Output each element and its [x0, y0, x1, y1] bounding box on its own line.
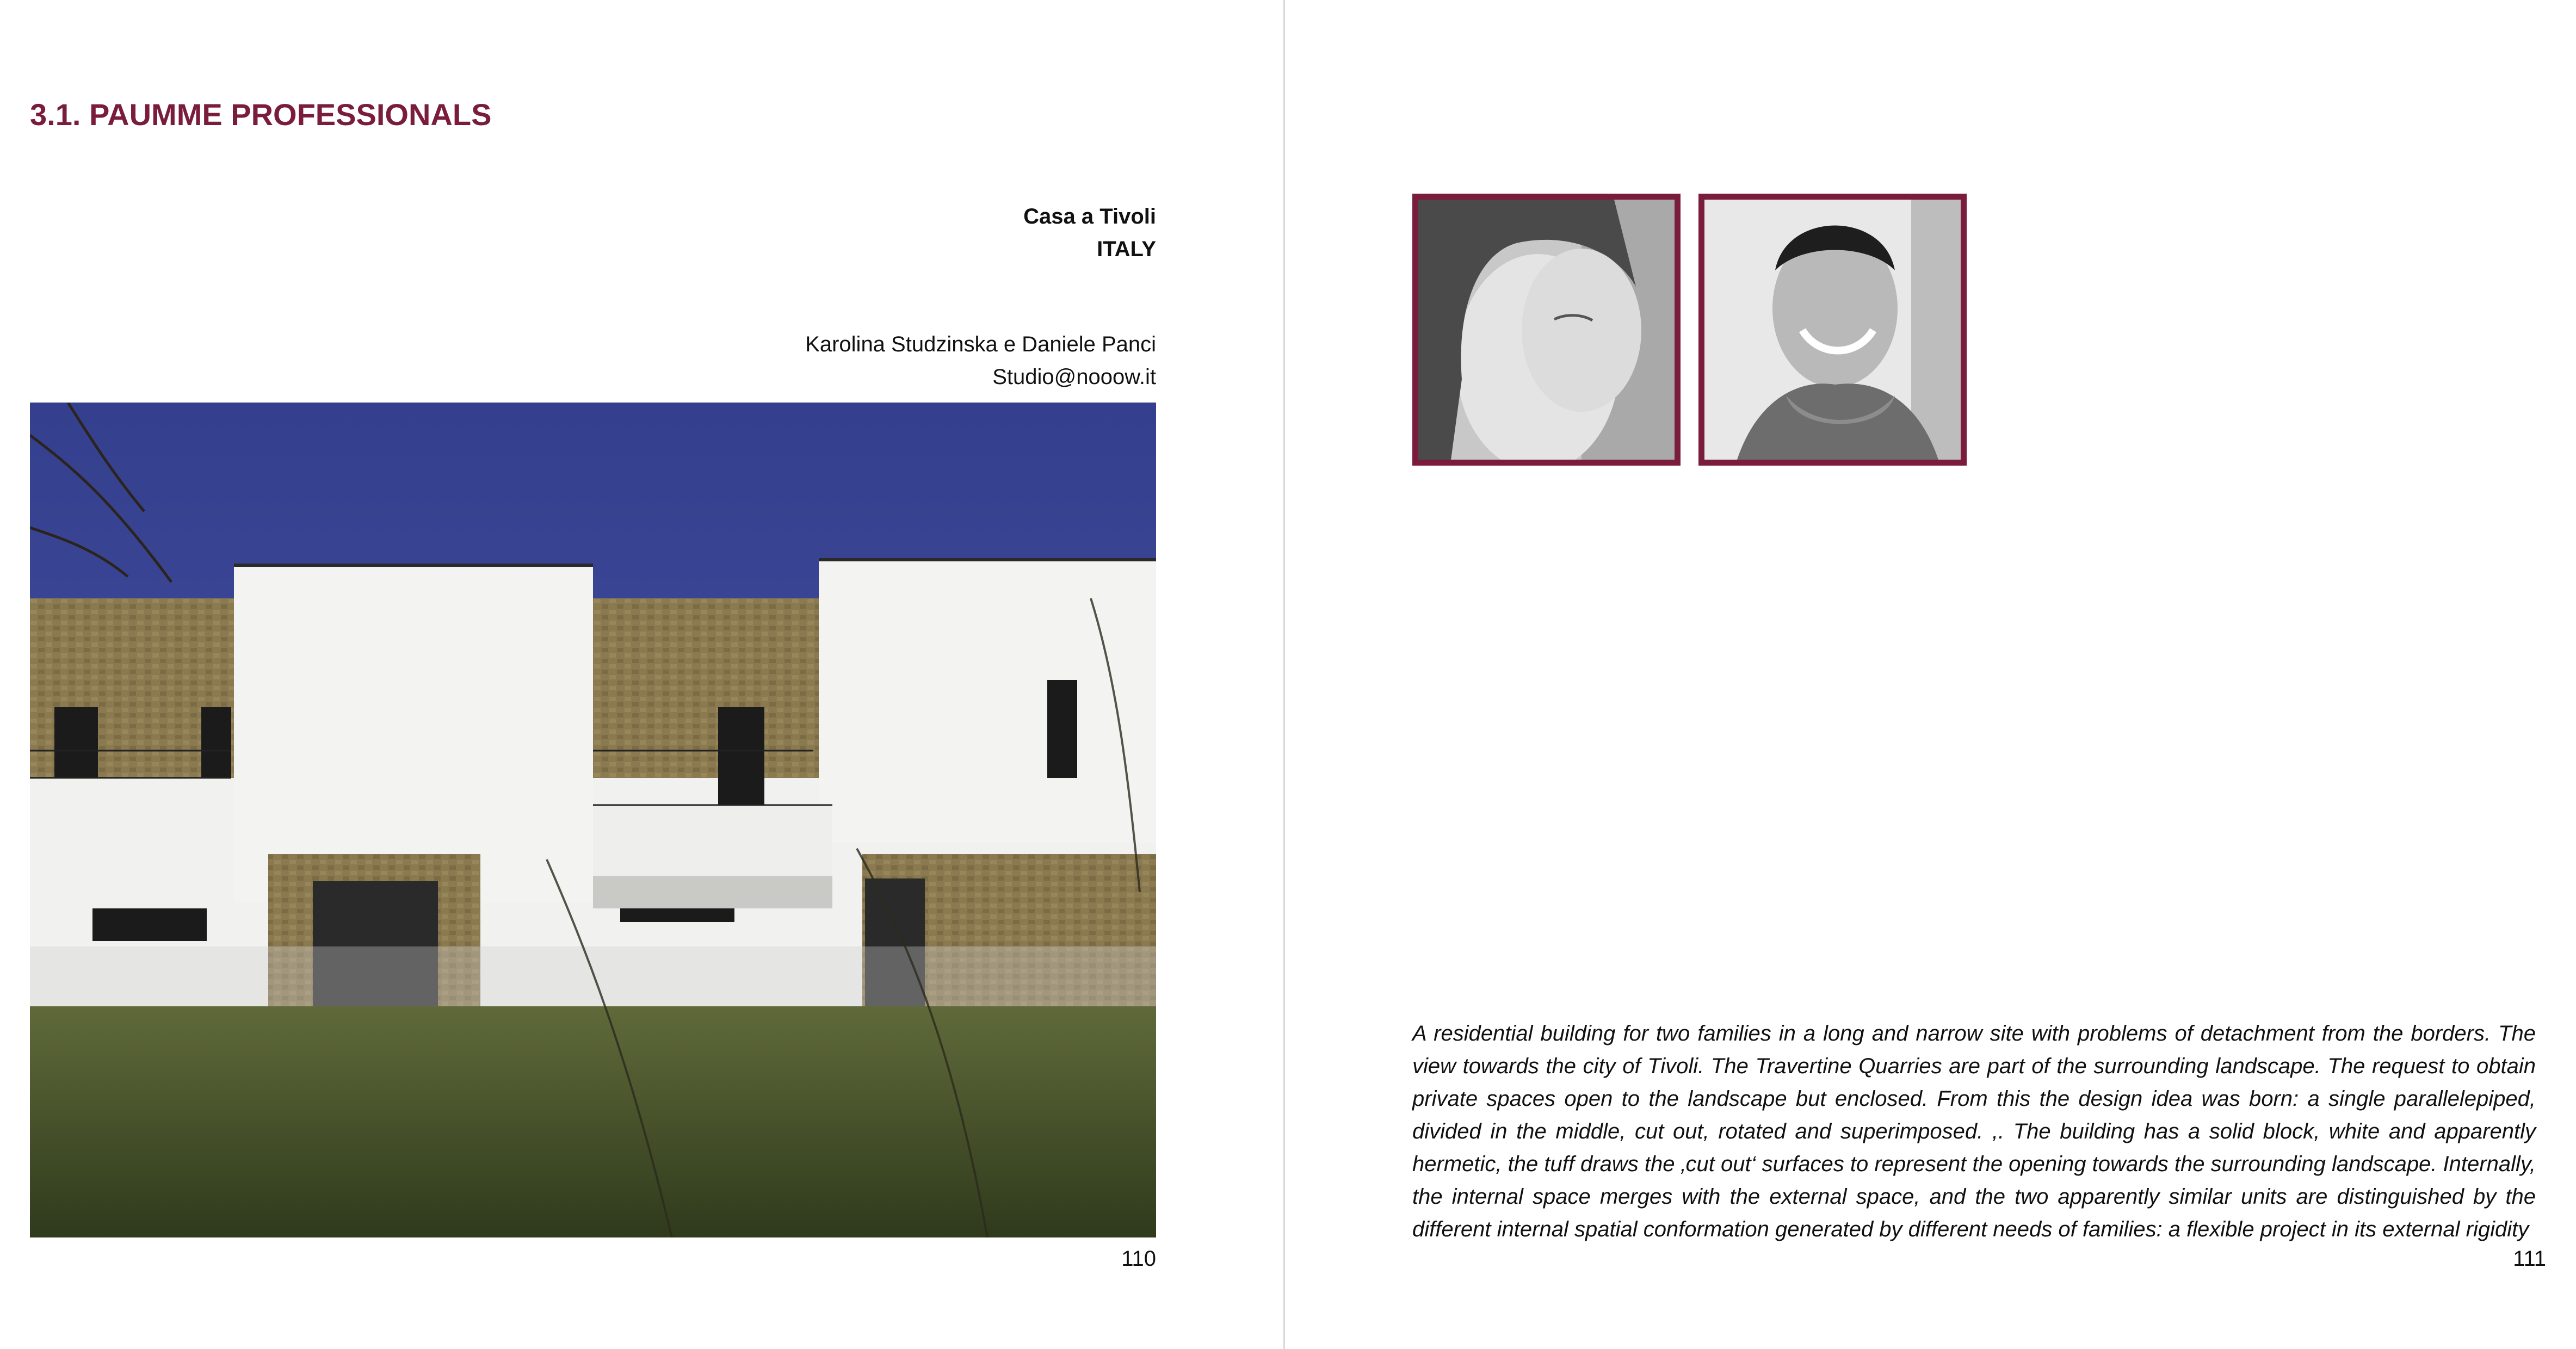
page-number-left: 110 — [1121, 1247, 1156, 1271]
page-number-right: 111 — [2513, 1247, 2546, 1271]
project-block — [1023, 200, 1156, 265]
project-name: Casa a Tivoli — [1023, 205, 1156, 228]
project-description — [1412, 1017, 2536, 1246]
author-names: Karolina Studzinska e Daniele Panci — [805, 332, 1156, 356]
authors-block — [805, 328, 1156, 393]
project-country: ITALY — [1097, 237, 1156, 261]
description-text: A residential building for two families in a long and narrow site with problems of detachment from the borders. The view towards the city of Tivoli. The Travertine Quarries are part of the surrounding landscape. The request to obtain private spaces open to the landscape but enclosed. From this the design idea was born: a single parallelepiped, divided in the middle, cut out, rotated and superimposed. ,. The building has a solid block, white and apparently hermetic, the tuff draws the ‚cut out‘ surfaces to represent the opening towards the surrounding landscape. Internally, the internal space merges with the external space, and the two apparently similar units are distinguished by the different internal spatial conformation generated by different needs of families: a flexible project in its external rigidity — [1412, 1022, 2536, 1241]
portrait-man — [1698, 194, 1967, 466]
building-photo — [30, 403, 1156, 1237]
section-title: 3.1. PAUMME PROFESSIONALS — [30, 97, 492, 132]
right-page — [1285, 0, 2576, 1349]
left-page — [0, 0, 1284, 1349]
author-email: Studio@nooow.it — [992, 365, 1156, 389]
portrait-woman — [1412, 194, 1681, 466]
